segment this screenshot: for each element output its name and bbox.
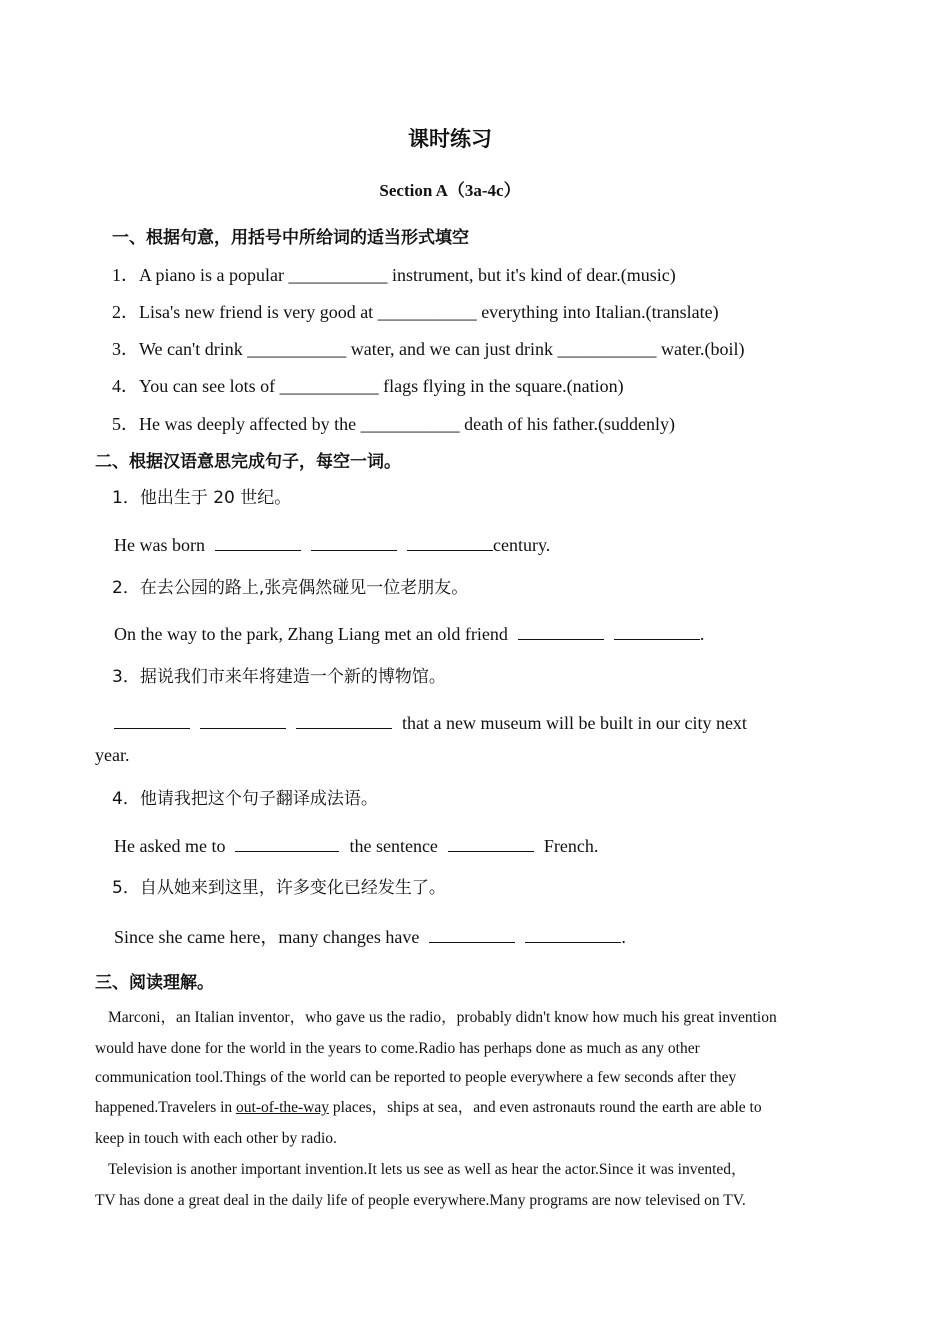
part2-item-4-en: He asked me to the sentence French. — [114, 836, 599, 856]
part2-item-4-zh: 4．他请我把这个句子翻译成法语。 — [112, 789, 378, 809]
part1-item-5: 5．He was deeply affected by the ___________ death of his father.(suddenly) — [112, 414, 676, 434]
underlined-phrase: out-of-the-way — [236, 1099, 330, 1116]
answer-blank — [614, 622, 700, 640]
section-subtitle: Section A（3a-4c） — [379, 181, 521, 200]
answer-blank — [296, 711, 392, 729]
part1-item-1: 1．A piano is a popular ___________ instrument, but it's kind of dear.(music) — [112, 265, 676, 285]
part1-item-3: 3．We can't drink ___________ water, and we can just drink ___________ water.(boil) — [112, 339, 745, 359]
passage-p1-line2: would have done for the world in the years to come.Radio has perhaps done as much as any other — [95, 1040, 700, 1057]
answer-blank — [407, 533, 493, 551]
part2-item-2-en: On the way to the park, Zhang Liang met an old friend . — [114, 624, 705, 644]
answer-blank — [235, 834, 339, 852]
part1-heading: 一、根据句意，用括号中所给词的适当形式填空 — [112, 228, 469, 248]
part2-item-3-en: that a new museum will be built in our city next — [114, 711, 747, 734]
part2-item-1-zh: 1．他出生于 20 世纪。 — [112, 488, 292, 508]
passage-p1-line5: keep in touch with each other by radio. — [95, 1130, 337, 1147]
passage-p1-line3: communication tool.Things of the world can be reported to people everywhere a few seconds after they — [95, 1069, 737, 1086]
answer-blank — [114, 711, 190, 729]
part2-heading: 二、根据汉语意思完成句子，每空一词。 — [95, 452, 401, 472]
answer-blank — [525, 925, 621, 943]
part1-item-4: 4．You can see lots of ___________ flags flying in the square.(nation) — [112, 376, 624, 396]
part1-item-2: 2．Lisa's new friend is very good at ___________ everything into Italian.(translate) — [112, 302, 719, 322]
page-title: 课时练习 — [408, 127, 492, 151]
part2-item-3-wrap: year. — [95, 745, 130, 765]
passage-p2-line1: Television is another important invention.It lets us see as well as hear the actor.Since it was invented， — [108, 1161, 747, 1178]
answer-blank — [215, 533, 301, 551]
part2-item-5-en: Since she came here，many changes have . — [114, 927, 626, 947]
answer-blank — [518, 622, 604, 640]
passage-p2-line2: TV has done a great deal in the daily life of people everywhere.Many programs are now televised on TV. — [95, 1192, 746, 1209]
part2-item-2-zh: 2．在去公园的路上,张亮偶然碰见一位老朋友。 — [112, 578, 469, 598]
part2-item-5-zh: 5．自从她来到这里，许多变化已经发生了。 — [112, 878, 446, 898]
part2-item-1-en: He was born century. — [114, 535, 551, 555]
answer-blank — [448, 834, 534, 852]
answer-blank — [429, 925, 515, 943]
answer-blank — [311, 533, 397, 551]
part3-heading: 三、阅读理解。 — [95, 973, 214, 993]
passage-p1-line4: happened.Travelers in out-of-the-way places，ships at sea，and even astronauts round the earth are able to — [95, 1099, 762, 1116]
answer-blank — [200, 711, 286, 729]
passage-p1-line1: Marconi，an Italian inventor，who gave us the radio，probably didn't know how much his great invention — [108, 1009, 777, 1026]
part2-item-3-zh: 3．据说我们市来年将建造一个新的博物馆。 — [112, 667, 446, 687]
